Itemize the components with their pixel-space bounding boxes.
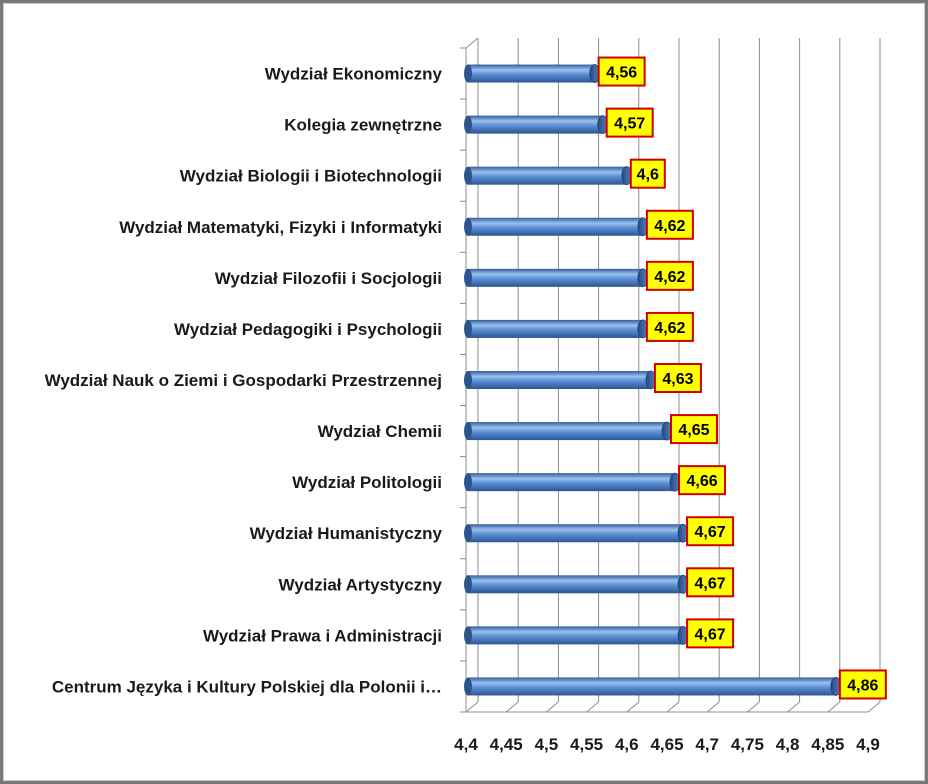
- value-label: 4,67: [694, 524, 726, 542]
- x-tick-label: 4,85: [811, 735, 845, 754]
- x-tick-label: 4,9: [856, 735, 880, 754]
- bar-start-cap: [464, 677, 472, 695]
- x-tick-label: 4,45: [489, 735, 523, 754]
- bar: [468, 167, 627, 185]
- bar: [468, 116, 603, 134]
- bar: [468, 65, 595, 83]
- bar-start-cap: [464, 269, 472, 287]
- x-tick-label: 4,65: [650, 735, 684, 754]
- gridline-floor: [587, 702, 599, 712]
- value-label: 4,62: [654, 268, 686, 286]
- value-label: 4,62: [654, 319, 686, 337]
- category-label: Kolegia zewnętrzne: [284, 115, 442, 135]
- gridline-floor: [466, 702, 478, 712]
- category-label: Wydział Biologii i Biotechnologii: [179, 166, 442, 186]
- gridline-floor: [707, 702, 719, 712]
- y-axis-top-edge: [466, 38, 478, 48]
- value-label: 4,65: [678, 422, 710, 440]
- bar: [468, 473, 675, 491]
- value-label: 4,57: [614, 115, 646, 133]
- category-label: Wydział Chemii: [317, 422, 442, 442]
- bar-start-cap: [464, 218, 472, 236]
- category-label: Wydział Nauk o Ziemi i Gospodarki Przestrzennej: [44, 371, 442, 390]
- bar-start-cap: [464, 473, 472, 491]
- x-tick-label: 4,6: [614, 735, 639, 754]
- gridline-floor: [506, 702, 518, 712]
- bar: [468, 524, 683, 542]
- bar-start-cap: [464, 167, 472, 185]
- gridline-floor: [747, 702, 759, 712]
- value-label: 4,6: [636, 166, 659, 184]
- value-label: 4,66: [686, 473, 718, 491]
- bar: [468, 626, 683, 644]
- bar-start-cap: [464, 320, 472, 338]
- gridline-floor: [868, 702, 880, 712]
- gridline-floor: [828, 702, 840, 712]
- bar-start-cap: [464, 524, 472, 542]
- category-label: Wydział Humanistyczny: [249, 524, 442, 544]
- value-label: 4,56: [606, 64, 638, 82]
- x-tick-label: 4,7: [695, 735, 720, 754]
- category-label: Wydział Matematyki, Fizyki i Informatyki: [119, 217, 442, 237]
- bar: [468, 422, 667, 440]
- bar: [468, 575, 683, 593]
- gridline-floor: [546, 702, 558, 712]
- bar-start-cap: [464, 626, 472, 644]
- bar-start-cap: [464, 422, 472, 440]
- x-tick-label: 4,5: [534, 735, 559, 754]
- value-label: 4,67: [694, 575, 726, 593]
- x-tick-label: 4,55: [570, 735, 604, 754]
- bar-start-cap: [464, 371, 472, 389]
- value-label: 4,62: [654, 217, 686, 235]
- bar: [468, 269, 643, 287]
- category-label: Wydział Politologii: [292, 473, 442, 493]
- gridline-floor: [667, 702, 679, 712]
- value-label: 4,63: [662, 371, 694, 388]
- category-label: Centrum Języka i Kultury Polskiej dla Polonii i…: [51, 677, 442, 697]
- bar-start-cap: [464, 65, 472, 83]
- x-tick-label: 4,8: [775, 735, 800, 754]
- gridline-floor: [788, 702, 800, 712]
- category-label: Wydział Prawa i Administracji: [202, 626, 442, 646]
- bar: [468, 677, 836, 695]
- value-label: 4,67: [694, 626, 726, 644]
- category-label: Wydział Filozofii i Socjologii: [214, 268, 442, 288]
- x-tick-label: 4,75: [730, 735, 764, 754]
- gridline-floor: [627, 702, 639, 712]
- bar-start-cap: [464, 575, 472, 593]
- value-label: 4,86: [847, 677, 879, 695]
- bar: [468, 218, 643, 236]
- bar: [468, 371, 651, 389]
- x-tick-label: 4,4: [454, 735, 478, 754]
- category-label: Wydział Ekonomiczny: [264, 64, 442, 84]
- category-label: Wydział Pedagogiki i Psychologii: [174, 319, 442, 339]
- bar-start-cap: [464, 116, 472, 134]
- bar: [468, 320, 643, 338]
- category-label: Wydział Artystyczny: [278, 575, 442, 595]
